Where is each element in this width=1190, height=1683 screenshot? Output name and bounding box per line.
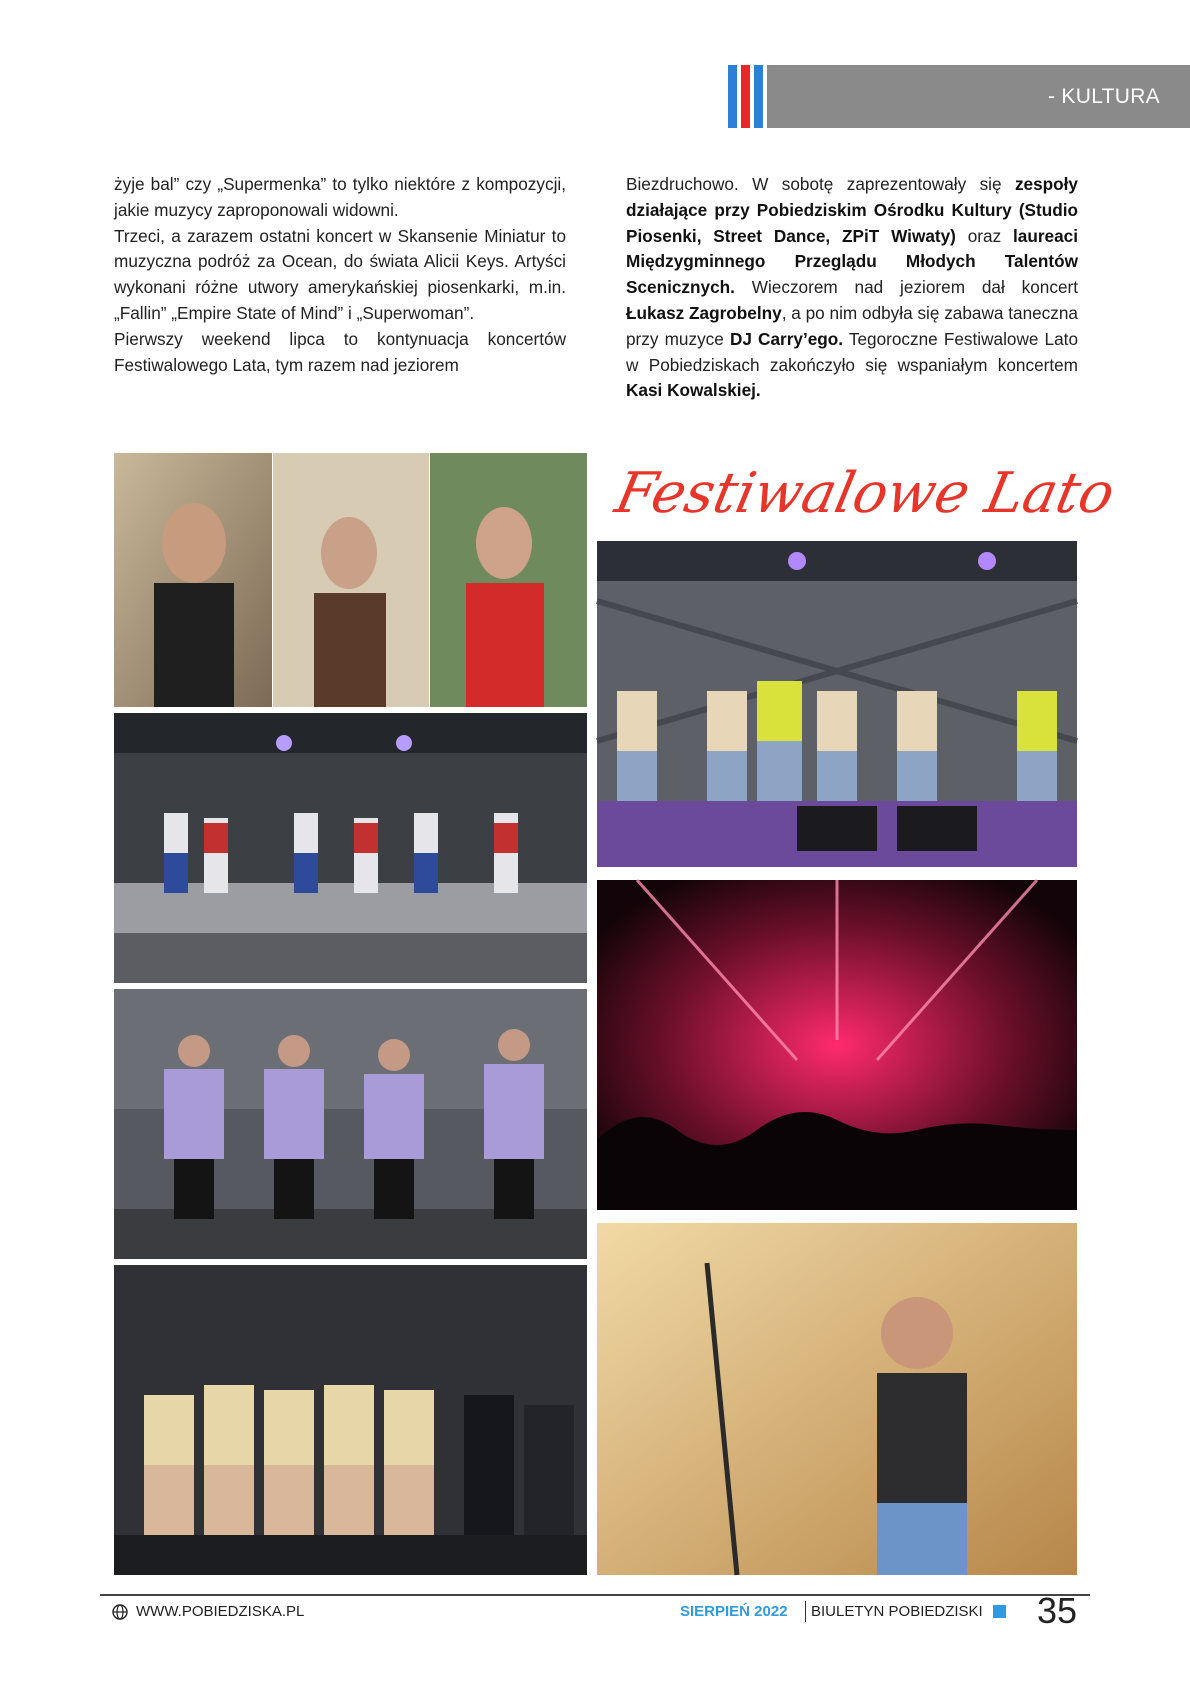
- bold-text: Łukasz Zagrobelny: [626, 302, 782, 323]
- globe-icon: [112, 1604, 128, 1620]
- footer-rule: [100, 1594, 1090, 1596]
- section-header-bar: [767, 65, 1190, 128]
- footer-publication-name: BIULETYN POBIEDZISKI: [811, 1603, 983, 1620]
- bold-text: Kasi Kowalskiej.: [626, 380, 761, 401]
- page-number: 35: [1037, 1590, 1078, 1631]
- festival-script-title: [609, 450, 1121, 540]
- right-paragraph: [626, 172, 1078, 404]
- left-paragraph: [114, 172, 566, 224]
- text: żyje bal” czy „Supermenka” to tylko niektóre z kompozycji, jakie muzycy zaproponowali widowni.: [114, 174, 566, 220]
- text: Pierwszy weekend lipca to kontynuacja koncertów Festiwalowego Lata, tym razem nad jeziorem: [114, 328, 566, 375]
- left-paragraph: [114, 224, 566, 327]
- left-paragraph: [114, 327, 566, 379]
- bold-text: laureaci Międzygminnego Przeglądu Młodych Talentów Scenicznych.: [626, 225, 1078, 298]
- section-label: - KULTURA: [1048, 85, 1160, 108]
- bold-text: DJ Carry’ego.: [729, 328, 844, 349]
- footer-separator: [805, 1601, 806, 1622]
- article-column-left: [114, 172, 566, 378]
- text: Tegoroczne Festiwalowe Lato w Pobiedziskach zakończyło się wspaniałym koncertem: [626, 328, 1078, 375]
- footer-issue-date: SIERPIEŃ 2022: [680, 1603, 788, 1620]
- photo-choir: [114, 1265, 587, 1575]
- flag-stripe-blue: [728, 65, 737, 128]
- footer-url-text: WWW.POBIEDZISKA.PL: [136, 1603, 305, 1620]
- footer-square-marker: [993, 1605, 1006, 1618]
- script-title-text: Festiwalowe Lato: [609, 460, 1121, 526]
- text: Biezdruchowo. W sobotę zaprezentowały się: [626, 174, 1015, 194]
- article-column-right: [626, 172, 1078, 404]
- text: , a po nim odbyła się zabawa taneczna przy muzyce: [626, 302, 1078, 349]
- photo-dancers-lilac: [114, 989, 587, 1259]
- photo-street-dance: [597, 541, 1077, 867]
- text: Trzeci, a zarazem ostatni koncert w Skansenie Miniatur to muzyczna podróż za Ocean, do świata Alicii Keys. Artyści wykonani różne utwory amerykańskiej piosenkarki, m.in. „Fallin” „Empire State of Mind” i „Superwoman”.: [114, 225, 566, 323]
- flag-stripe-red: [741, 65, 750, 128]
- footer-website[interactable]: [112, 1603, 304, 1620]
- bold-text: zespoły działające przy Pobiedziskim Ośrodku Kultury (Studio Piosenki, Street Dance, ZPiT Wiwaty): [626, 174, 1078, 246]
- photo-concert-lights: [597, 880, 1077, 1210]
- text: Wieczorem nad jeziorem dał koncert: [734, 277, 1078, 298]
- flag-stripe-blue: [754, 65, 763, 128]
- photo-singers-trio: [114, 453, 587, 707]
- photo-lead-singer: [597, 1223, 1077, 1575]
- text: oraz: [955, 225, 1014, 246]
- photo-folk-ensemble: [114, 713, 587, 983]
